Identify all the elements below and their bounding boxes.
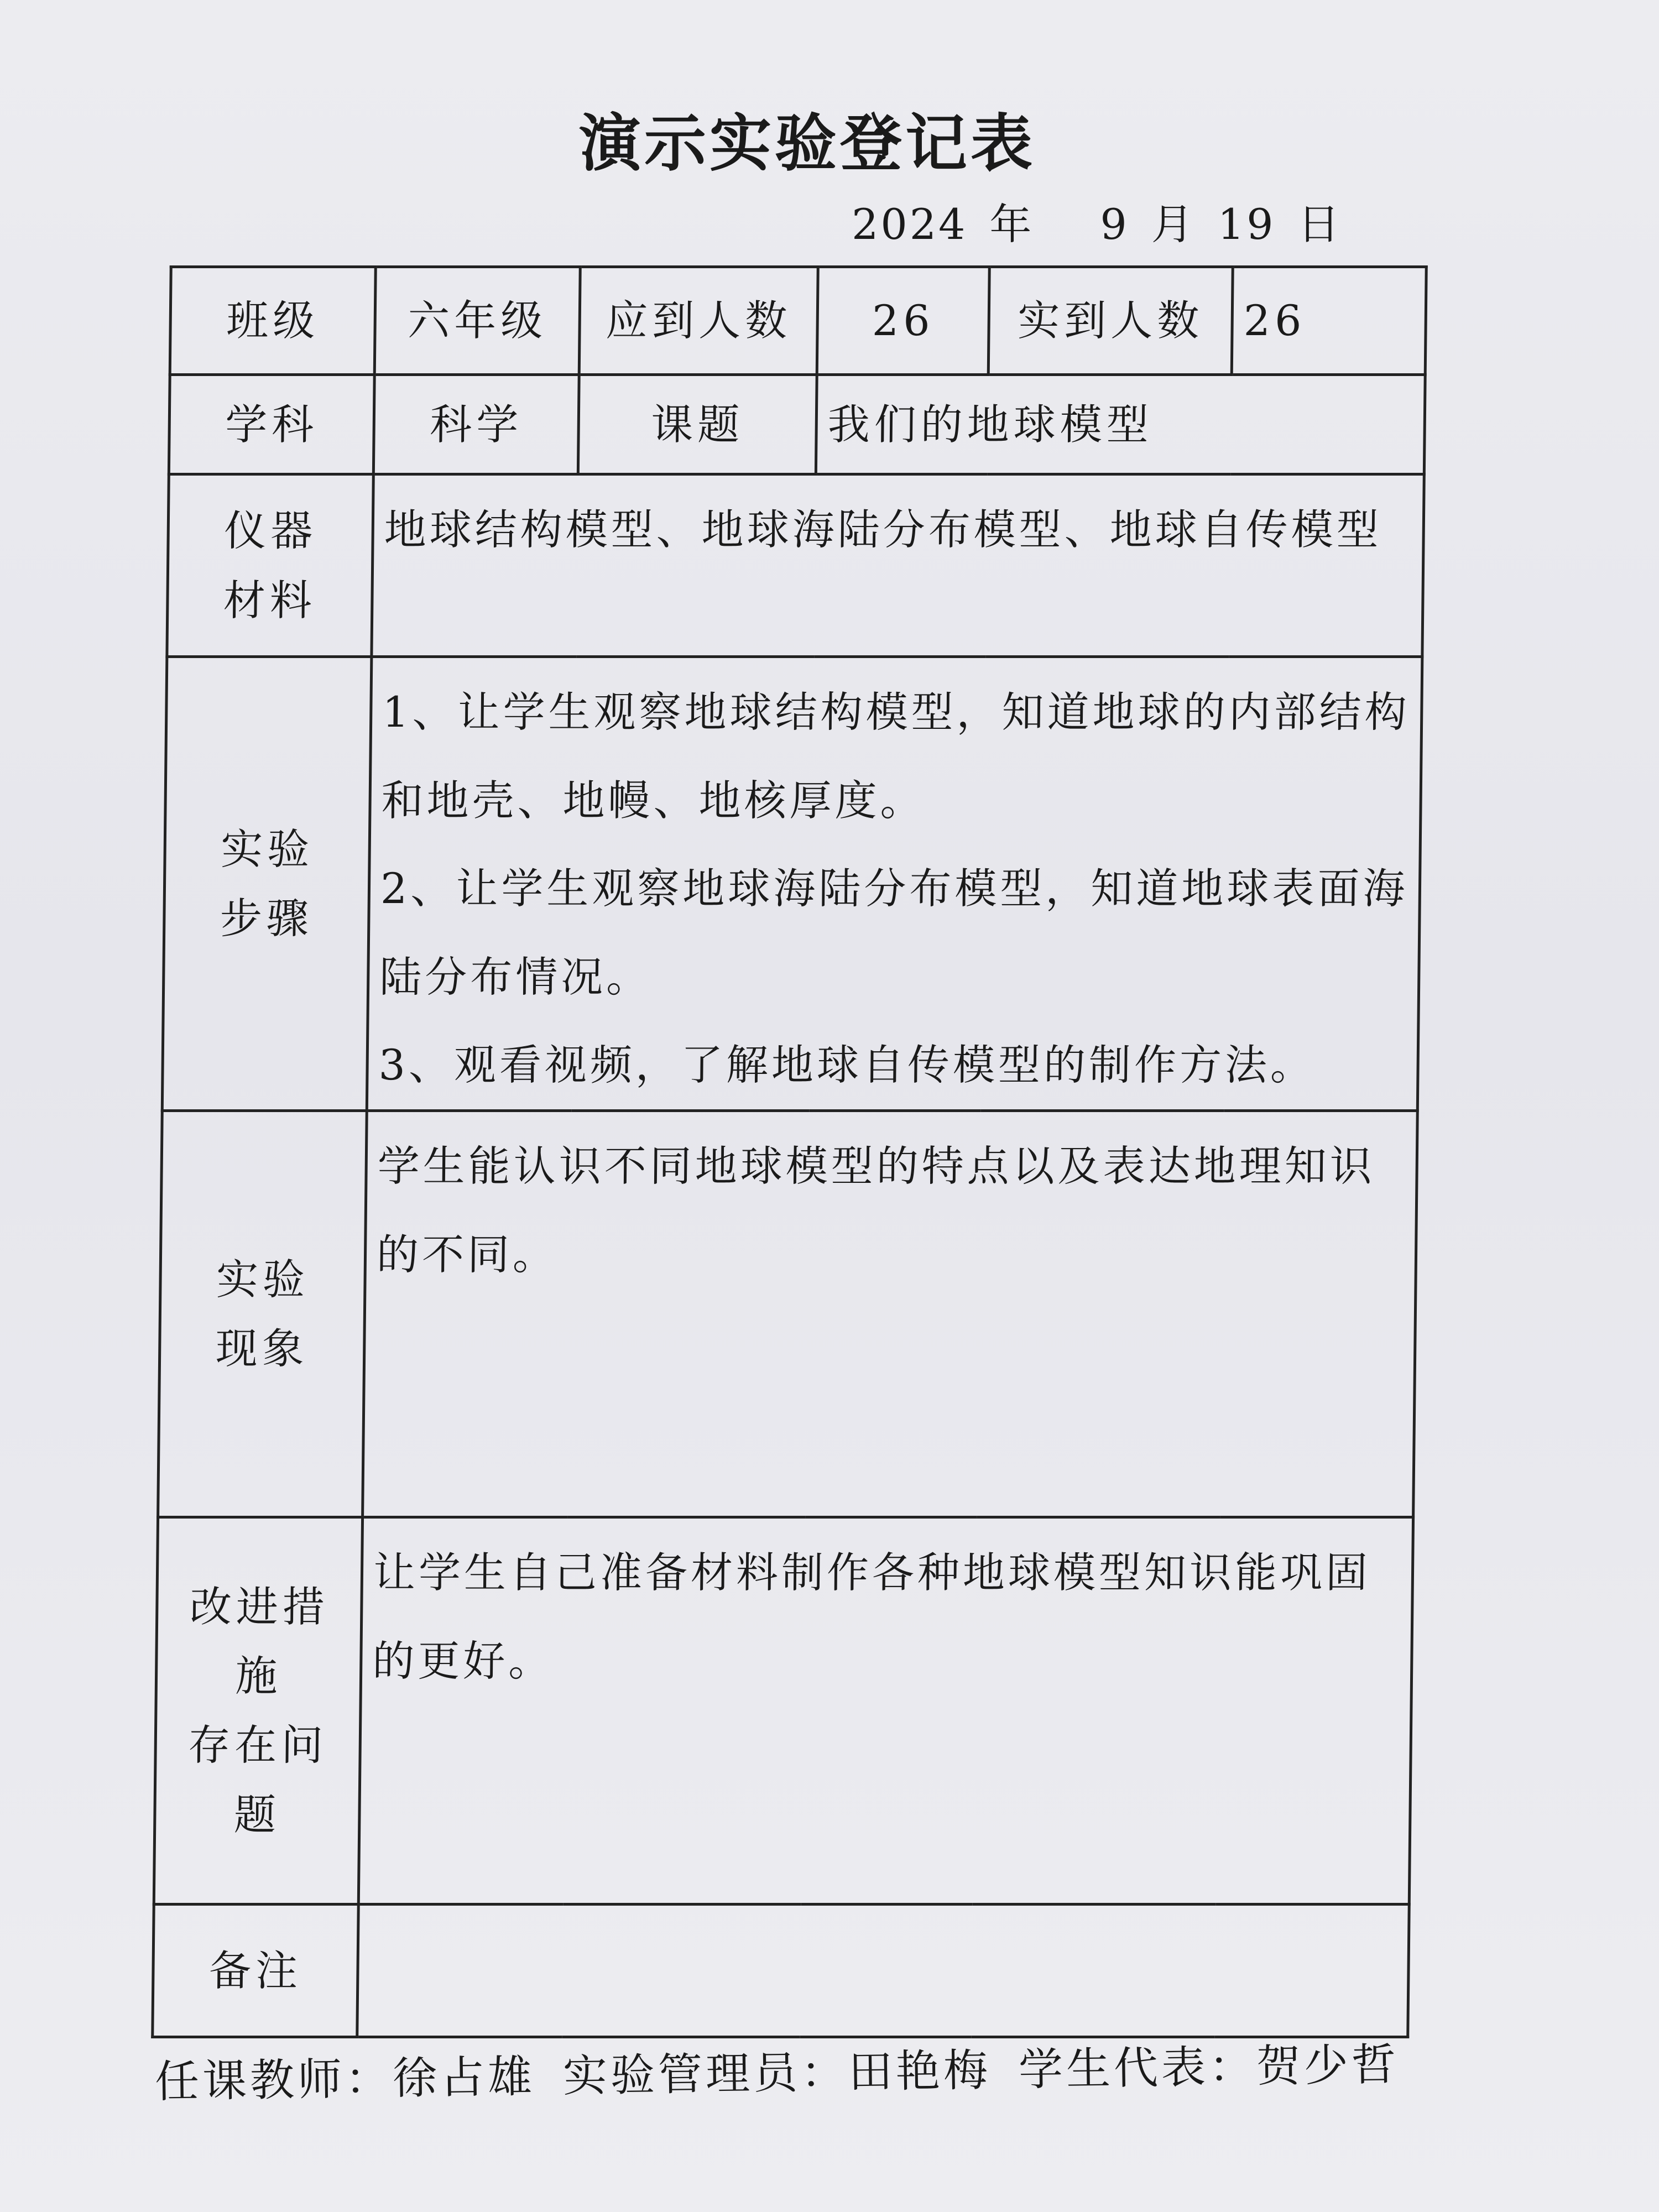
- teacher-label: 任课教师：: [154, 2053, 393, 2107]
- table-row: [153, 1904, 1410, 2037]
- date-month: 9: [1100, 200, 1129, 249]
- teacher-name: 徐占雄: [392, 2051, 536, 2104]
- steps-label: [162, 657, 372, 1111]
- actual-count-value: 26: [1232, 267, 1426, 375]
- materials-label: [167, 474, 373, 657]
- phenomena-value: 学生能认识不同地球模型的特点以及表达地理知识的不同。: [363, 1110, 1418, 1517]
- table-row: [167, 474, 1424, 657]
- improvements-label-line: 改进措: [189, 1582, 330, 1631]
- topic-value: 我们的地球模型: [816, 375, 1425, 474]
- improvements-label-line: 施: [235, 1651, 283, 1701]
- improvements-label: [154, 1517, 362, 1904]
- improvements-label-line: 题: [233, 1790, 281, 1839]
- date-month-unit: 月: [1151, 200, 1196, 249]
- step-item: 2、让学生观察地球海陆分布模型，知道地球表面海陆分布情况。: [379, 864, 1408, 1001]
- table-row: [162, 657, 1422, 1111]
- table-row: [154, 1517, 1413, 1904]
- subject-label: 学科: [169, 375, 374, 474]
- student-label: 学生代表：: [1018, 2041, 1257, 2096]
- actual-count-label: 实到人数: [988, 267, 1233, 375]
- expected-count-label: 应到人数: [579, 267, 818, 375]
- materials-label-line: 仪器: [223, 506, 317, 556]
- subject-value: 科学: [373, 375, 579, 474]
- remarks-label: 备注: [153, 1904, 359, 2037]
- phenomena-label-line: 实验: [216, 1254, 310, 1304]
- admin-label: 实验管理员：: [562, 2046, 849, 2102]
- table-row: [170, 267, 1426, 375]
- step-item: 3、观看视频，了解地球自传模型的制作方法。: [378, 1040, 1316, 1090]
- expected-count-value: 26: [817, 267, 989, 375]
- materials-value: 地球结构模型、地球海陆分布模型、地球自传模型: [372, 474, 1424, 657]
- date-day: 19: [1217, 200, 1276, 249]
- class-value: 六年级: [374, 267, 580, 375]
- student-name: 贺少哲: [1256, 2038, 1400, 2093]
- steps-label-line: 步骤: [220, 893, 314, 943]
- registration-table: [151, 265, 1428, 2038]
- table-row: [158, 1110, 1418, 1517]
- step-item: 1、让学生观察地球结构模型，知道地球的内部结构和地壳、地幔、地核厚度。: [381, 687, 1411, 825]
- class-label: 班级: [170, 267, 375, 375]
- remarks-value: [357, 1904, 1410, 2037]
- topic-label: 课题: [578, 375, 817, 474]
- form-date: [852, 191, 1342, 251]
- phenomena-label: [158, 1110, 367, 1517]
- form-title: 演示实验登记表: [579, 108, 1036, 180]
- date-year-unit: 年: [989, 200, 1034, 249]
- improvements-label-line: 存在问: [187, 1720, 328, 1770]
- date-year: 2024: [852, 200, 968, 249]
- materials-label-line: 材料: [223, 575, 317, 625]
- date-day-unit: 日: [1297, 200, 1342, 249]
- signoff-line: [154, 2028, 1427, 2110]
- table-row: [169, 375, 1425, 474]
- steps-value: [367, 657, 1422, 1111]
- improvements-value: 让学生自己准备材料制作各种地球模型知识能巩固的更好。: [358, 1517, 1413, 1904]
- phenomena-label-line: 现象: [215, 1323, 309, 1373]
- steps-label-line: 实验: [220, 824, 314, 874]
- admin-name: 田艳梅: [848, 2044, 992, 2098]
